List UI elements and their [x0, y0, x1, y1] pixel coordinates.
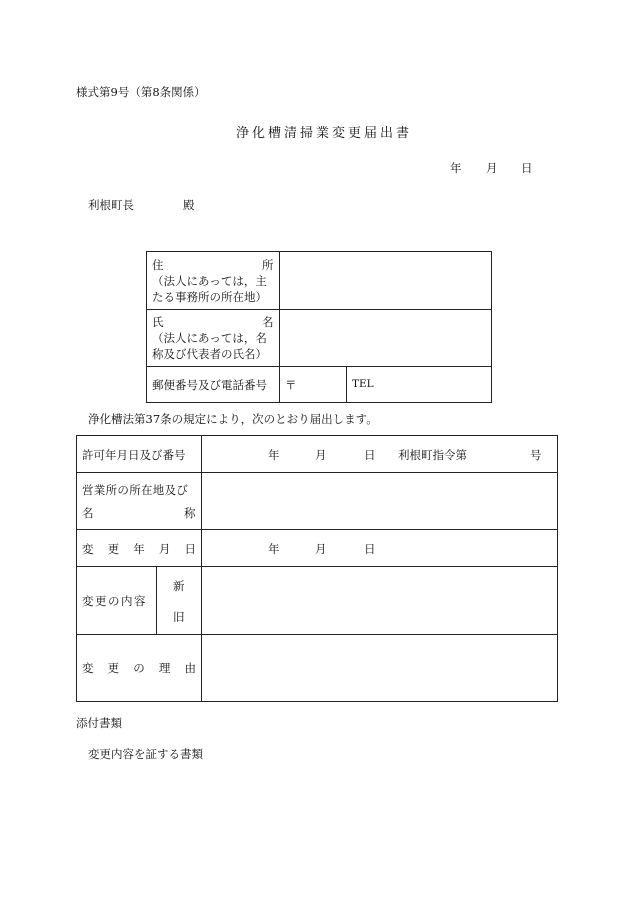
addressee-honorific: 殿	[183, 198, 195, 212]
permit-day: 日	[364, 448, 376, 462]
change-content-new-field[interactable]	[204, 569, 554, 599]
change-content-new-label: 新	[173, 579, 185, 593]
permit-year: 年	[268, 448, 280, 462]
date-day: 日	[521, 161, 533, 175]
name-field[interactable]	[282, 311, 488, 363]
change-date-label	[82, 541, 196, 557]
change-date-label-char: 月	[158, 542, 171, 556]
change-reason-label-char: 更	[107, 661, 120, 675]
attachments-item: 変更内容を証する書類	[88, 747, 203, 761]
document-title: 浄化槽清掃業変更届出書	[236, 126, 413, 141]
main-table-divider	[201, 435, 202, 702]
name-label-right: 名	[262, 315, 274, 329]
date-month: 月	[486, 161, 498, 175]
permit-label: 許可年月日及び番号	[82, 448, 186, 462]
applicant-contact-divider	[346, 366, 347, 403]
tel-label: TEL	[352, 378, 374, 390]
change-reason-label-char: 理	[158, 661, 171, 675]
name-label-left: 氏	[152, 315, 164, 329]
name-label-line2: （法人にあっては，名	[152, 331, 267, 345]
change-date-year: 年	[268, 542, 280, 556]
change-content-subdivider	[156, 566, 157, 634]
applicant-row-divider-2	[146, 366, 492, 367]
postal-mark: 〒	[285, 378, 297, 392]
address-label-right: 所	[262, 258, 274, 272]
applicant-row-divider-1	[146, 309, 492, 310]
address-field[interactable]	[282, 254, 488, 306]
office-label-line1: 営業所の所在地及び	[82, 483, 189, 497]
name-label-line3: 称及び代表者の氏名）	[152, 347, 267, 361]
change-reason-label-char: 由	[184, 661, 196, 675]
change-date-label-char: 年	[133, 542, 145, 556]
office-field[interactable]	[204, 475, 554, 527]
permit-number-suffix: 号	[530, 448, 542, 462]
address-label-line2: （法人にあっては，主	[152, 274, 267, 288]
change-date-label-char: 変	[82, 542, 94, 556]
date-year: 年	[450, 161, 462, 175]
change-reason-label	[82, 660, 196, 676]
tel-field[interactable]	[372, 370, 488, 400]
main-row-divider-1	[76, 472, 558, 473]
main-row-divider-3	[76, 566, 558, 567]
postal-code-field[interactable]	[297, 370, 343, 400]
contact-label: 郵便番号及び電話番号	[152, 378, 267, 392]
change-date-label-char: 更	[107, 542, 120, 556]
permit-month: 月	[315, 448, 327, 462]
address-label-line3: たる事務所の所在地）	[152, 290, 267, 304]
change-reason-field[interactable]	[204, 637, 554, 699]
addressee-name: 利根町長	[88, 198, 134, 212]
attachments-heading: 添付書類	[76, 716, 122, 730]
address-label-left: 住	[152, 258, 164, 272]
main-row-divider-4	[76, 634, 558, 635]
change-content-old-label: 旧	[173, 610, 185, 624]
applicant-table-divider	[279, 251, 280, 403]
change-date-month: 月	[315, 542, 327, 556]
form-number: 様式第9号（第8条関係）	[76, 85, 206, 99]
change-reason-label-char: 変	[82, 661, 94, 675]
office-label-name-2: 称	[184, 506, 196, 520]
main-row-divider-2	[76, 529, 558, 530]
change-date-day: 日	[364, 542, 376, 556]
permit-designation: 利根町指令第	[398, 448, 467, 462]
change-date-label-char: 日	[184, 542, 196, 556]
change-content-old-field[interactable]	[204, 601, 554, 631]
statement: 浄化槽法第37条の規定により，次のとおり届出します。	[88, 412, 378, 426]
office-label-name-1: 名	[82, 506, 94, 520]
change-reason-label-char: の	[133, 661, 145, 675]
change-content-label: 変更の内容	[82, 594, 147, 608]
